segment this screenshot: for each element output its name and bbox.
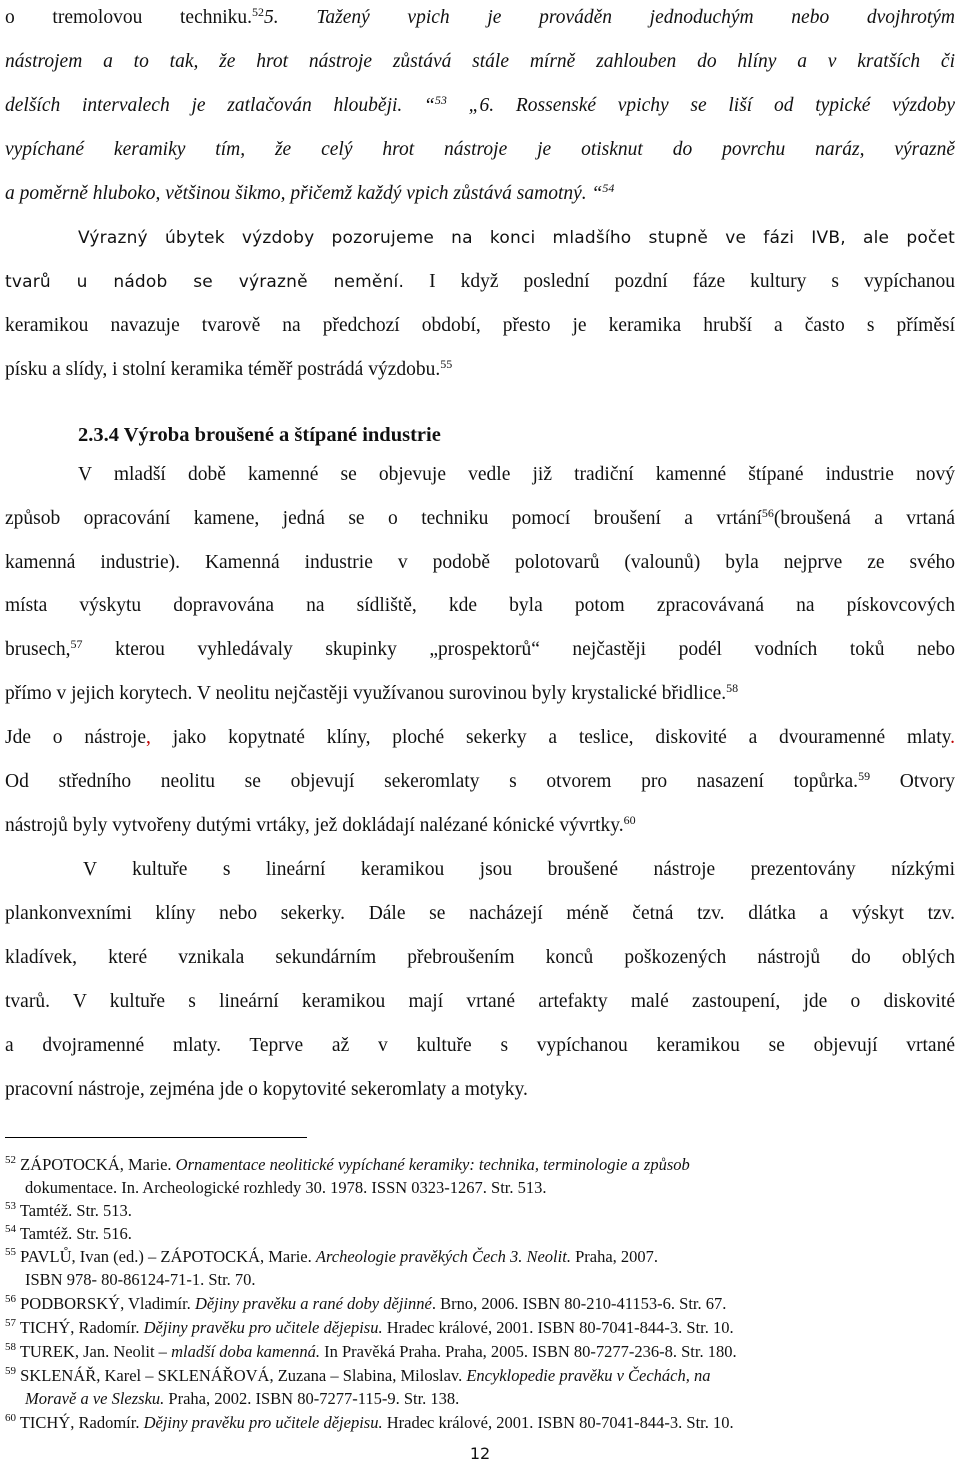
text-line: [5, 94, 955, 118]
footnote-54: [5, 1224, 955, 1244]
footnote-59-cont: [25, 1389, 960, 1409]
text-line: nástrojem a to tak, že hrot nástroje zůstává stále mírně zahlouben do hlíny a v kratších či: [5, 51, 955, 72]
text: mladší doba kamenná.: [171, 1342, 321, 1361]
footnote-number: 60: [5, 1412, 16, 1424]
text-line: [5, 726, 955, 750]
text-line: keramikou navazuje tvarově na předchozí období, přesto je keramika hrubší a často s příměsí: [5, 315, 955, 336]
text: Praha, 2002. ISBN 80-7277-115-9. Str. 138.: [164, 1389, 460, 1408]
text: PODBORSKÝ, Vladimír.: [20, 1294, 195, 1313]
text-line: [5, 814, 955, 838]
footnote-53: [5, 1201, 955, 1221]
footnote-ref[interactable]: 58: [726, 681, 739, 695]
text-line: Výrazný úbytek výzdoby pozorujeme na konci mladšího stupně ve fázi IVB, ale počet: [78, 228, 955, 248]
footnote-separator: [5, 1137, 307, 1138]
footnote-ref[interactable]: 52: [252, 5, 265, 19]
footnote-ref[interactable]: 59: [858, 769, 871, 783]
text: ,: [146, 727, 151, 748]
text: I když poslední pozdní fáze kultury s vypíchanou: [404, 271, 956, 292]
text: jako kopytnaté klíny, ploché sekerky a teslice, diskovité a dvouramenné mlaty: [150, 727, 951, 748]
footnote-ref[interactable]: 55: [440, 357, 453, 371]
footnote-number: 54: [5, 1223, 16, 1235]
text: Hradec králové, 2001. ISBN 80-7041-844-3. Str. 10.: [382, 1413, 734, 1432]
text: SKLENÁŘ, Karel – SKLENÁŘOVÁ, Zuzana – Slabina, Miloslav.: [20, 1366, 467, 1385]
text: Ornamentace neolitické vypíchané keramiky: technika, terminologie a způsob: [175, 1155, 690, 1174]
text-line: plankonvexními klíny nebo sekerky. Dále se nacházejí méně četná tzv. dlátka a výskyt tzv.: [5, 903, 955, 924]
footnote-number: 53: [5, 1200, 16, 1212]
text: Kamenná industrie v podobě polotovarů (valounů) byla nejprve ze svého: [179, 552, 955, 573]
footnote-ref[interactable]: 57: [70, 637, 83, 651]
text: 5.: [264, 7, 317, 28]
section-heading: 2.3.4 Výroba broušené a štípané industrie: [78, 424, 441, 446]
text: kterou vyhledávaly skupinky „prospektorů“ nejčastěji podél vodních toků nebo: [82, 639, 955, 660]
footnote-59: [5, 1366, 955, 1386]
text: Dějiny pravěku pro učitele dějepisu.: [143, 1413, 383, 1432]
text: „6. Rossenské vpichy se liší od typické výzdoby: [446, 95, 955, 116]
text-line: pracovní nástroje, zejména jde o kopytovité sekeromlaty a motyky.: [5, 1079, 528, 1100]
footnote-ref[interactable]: 56: [761, 506, 774, 520]
text: Otvory: [870, 771, 955, 792]
text: PAVLŮ, Ivan (ed.) – ZÁPOTOCKÁ, Marie.: [20, 1247, 316, 1266]
text-line: [5, 270, 955, 294]
footnote-52: [5, 1155, 955, 1175]
text-line: tvarů. V kultuře s lineární keramikou mají vrtané artefakty malé zastoupení, jde o diskovité: [5, 991, 955, 1012]
text: přímo v jejich korytech. V neolitu nejčastěji využívanou surovinou byly krystalické břidlice.: [5, 683, 727, 704]
text: TICHÝ, Radomír.: [19, 1318, 144, 1337]
footnote-ref[interactable]: 54: [602, 181, 615, 195]
text: .: [950, 727, 955, 748]
footnote-55: [5, 1247, 955, 1267]
text: o tremolovou techniku.: [5, 7, 253, 28]
text-line: místa výskytu dopravována na sídliště, kde byla potom zpracovávaná na pískovcových: [5, 595, 955, 616]
text: ZÁPOTOCKÁ, Marie.: [20, 1155, 176, 1174]
text-line: [5, 638, 955, 662]
footnote-55-cont: ISBN 978- 80-86124-71-1. Str. 70.: [25, 1270, 256, 1289]
footnote-number: 56: [5, 1293, 16, 1305]
text: a poměrně hluboko, většinou šikmo, přičemž každý vpich zůstává samotný. “: [5, 183, 603, 204]
text-line: V kultuře s lineární keramikou jsou broušené nástroje prezentovány nízkými: [83, 859, 955, 880]
text-line: [5, 358, 955, 382]
text: TICHÝ, Radomír.: [19, 1413, 144, 1432]
footnote-ref[interactable]: 60: [623, 813, 636, 827]
page-number: 12: [469, 1444, 491, 1463]
text: Hradec králové, 2001. ISBN 80-7041-844-3. Str. 10.: [382, 1318, 734, 1337]
text: Tamtéž. Str. 513.: [19, 1201, 132, 1220]
text: Od středního neolitu se objevují sekeromlaty s otvorem pro nasazení topůrka.: [5, 771, 859, 792]
footnote-number: 52: [5, 1154, 16, 1166]
footnote-60: [5, 1413, 955, 1433]
text: kamenná industrie).: [5, 552, 180, 573]
text: (broušená a vrtaná: [773, 508, 956, 529]
footnote-number: 57: [5, 1317, 16, 1329]
footnote-56: [5, 1294, 955, 1314]
text: Praha, 2007.: [570, 1247, 659, 1266]
text-line: V mladší době kamenné se objevuje vedle již tradiční kamenné štípané industrie nový: [78, 464, 955, 485]
text-line: [5, 182, 955, 206]
text-line: a dvojramenné mlaty. Teprve až v kultuře s vypíchanou keramikou se objevují vrtané: [5, 1035, 955, 1056]
text-line: [5, 551, 955, 575]
text-line: [5, 682, 955, 706]
text: tvarů u nádob se výrazně nemění.: [5, 272, 405, 292]
footnote-number: 55: [5, 1246, 16, 1258]
footnote-number: 59: [5, 1365, 16, 1377]
footnote-number: 58: [5, 1341, 16, 1353]
text: brusech,: [5, 639, 71, 660]
text: TUREK, Jan. Neolit –: [19, 1342, 172, 1361]
text: Jde o nástroje: [5, 727, 147, 748]
text: Dějiny pravěku pro učitele dějepisu.: [143, 1318, 383, 1337]
text: In Pravěká Praha. Praha, 2005. ISBN 80-7277-236-8. Str. 180.: [320, 1342, 737, 1361]
footnote-57: [5, 1318, 955, 1338]
text: nástrojů byly vytvořeny dutými vrtáky, jež dokládají nalézané kónické vývrtky.: [5, 815, 624, 836]
text: způsob opracování kamene, jedná se o techniku pomocí broušení a vrtání: [5, 508, 762, 529]
text-line: kladívek, které vznikala sekundárním přebroušením konců poškozených nástrojů do oblých: [5, 947, 955, 968]
text-line: [5, 6, 955, 30]
text: Dějiny pravěku a rané doby dějinné: [194, 1294, 432, 1313]
text: Encyklopedie pravěku v Čechách, na: [466, 1366, 711, 1385]
text-line: [5, 507, 955, 531]
text: . Brno, 2006. ISBN 80-210-41153-6. Str. 67.: [431, 1294, 727, 1313]
text-line: [5, 770, 955, 794]
text-line: vypíchané keramiky tím, že celý hrot nástroje je otisknut do povrchu naráz, výrazně: [5, 139, 955, 160]
text: delších intervalech je zatlačován hlouběji. “: [5, 95, 435, 116]
text: Tažený vpich je prováděn jednoduchým nebo dvojhrotým: [316, 7, 955, 28]
footnote-58: [5, 1342, 955, 1362]
text: Moravě a ve Slezsku.: [25, 1389, 165, 1408]
text: Archeologie pravěkých Čech 3. Neolit.: [315, 1247, 571, 1266]
text: Tamtéž. Str. 516.: [19, 1224, 132, 1243]
footnote-52-cont: dokumentace. In. Archeologické rozhledy 30. 1978. ISSN 0323-1267. Str. 513.: [25, 1178, 547, 1197]
footnote-ref[interactable]: 53: [434, 93, 447, 107]
text: písku a slídy, i stolní keramika téměř postrádá výzdobu.: [5, 359, 441, 380]
